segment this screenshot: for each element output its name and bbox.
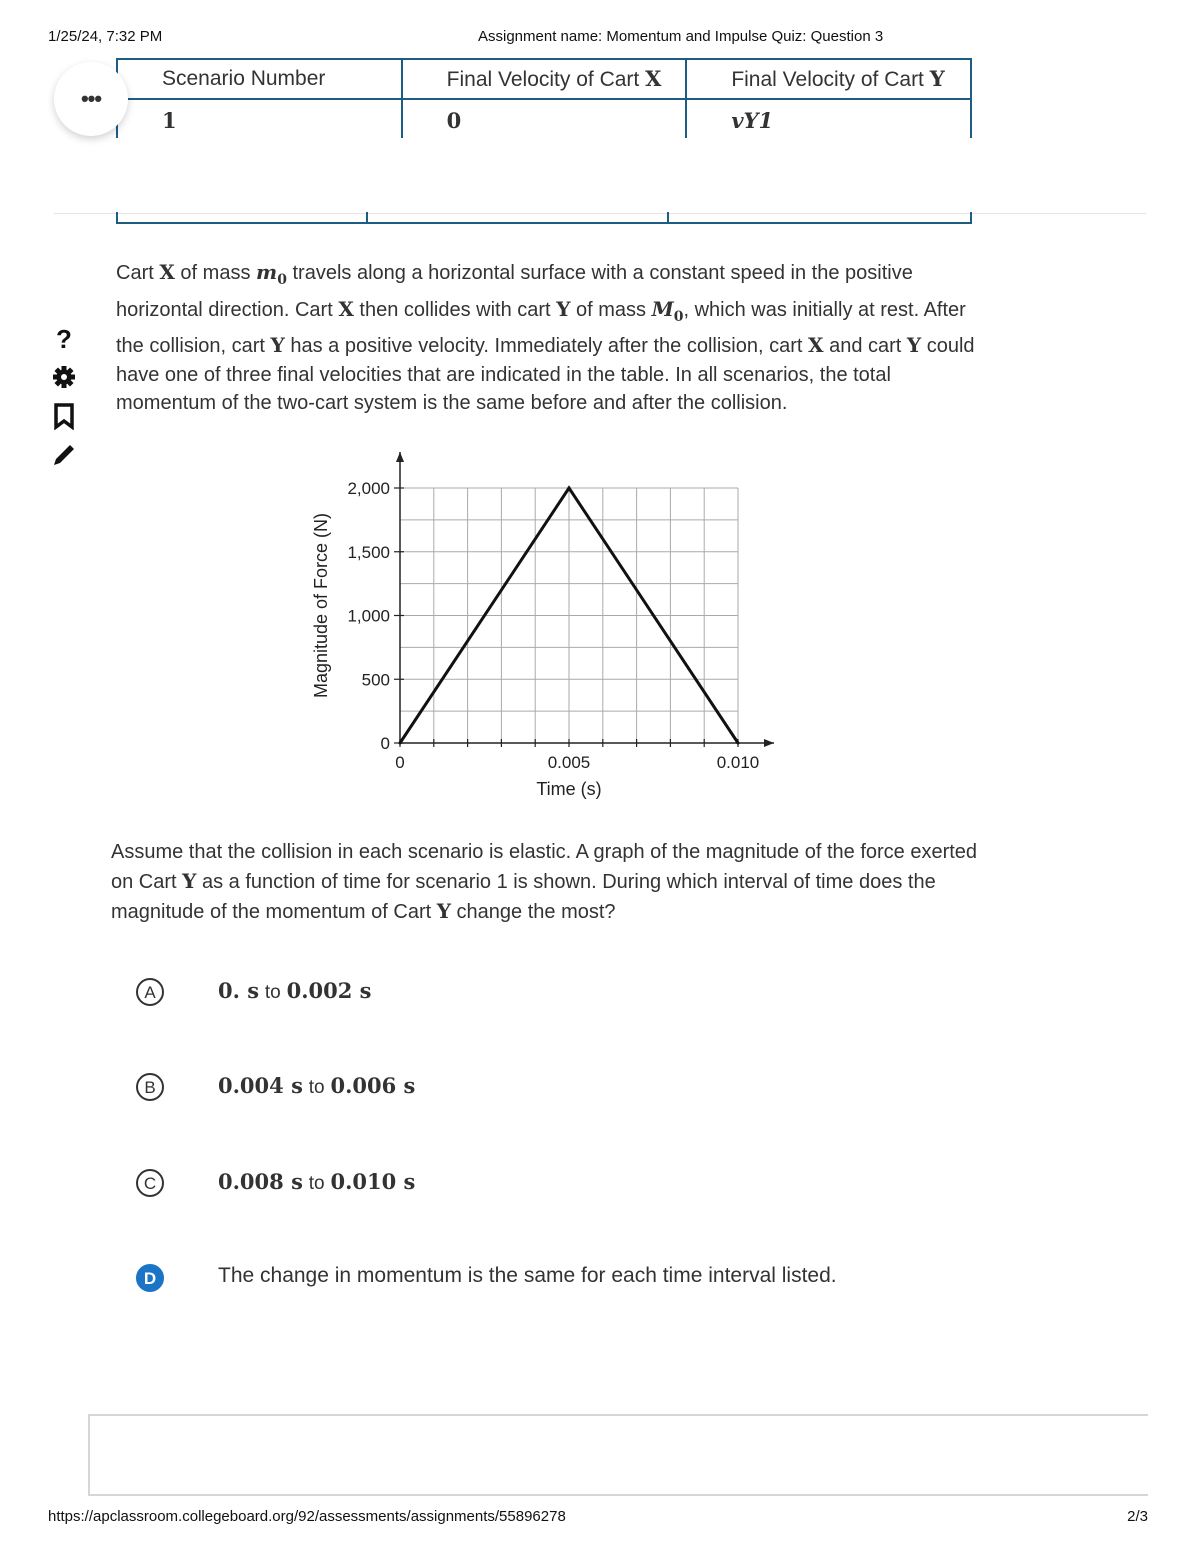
pencil-icon[interactable] xyxy=(48,441,80,469)
svg-text:?: ? xyxy=(56,324,72,352)
question-prompt: Assume that the collision in each scenario is elastic. A graph of the magnitude of the force exerted on Cart Y as a function of time for scenario 1 is shown. During which interval of time does the magnitude of the momentum of Cart Y change the most? xyxy=(111,841,978,923)
y-tick-label: 1,000 xyxy=(347,606,390,626)
table-bottom-edge xyxy=(116,212,972,224)
settings-icon[interactable] xyxy=(48,363,80,391)
header-scenario-number: Scenario Number xyxy=(117,59,402,99)
force-data-point xyxy=(737,742,740,745)
header-final-velocity-y: Final Velocity of Cart Y xyxy=(686,59,971,99)
y-axis-arrow xyxy=(396,452,404,462)
force-data-point xyxy=(568,487,571,490)
x-axis-arrow xyxy=(764,739,774,747)
y-tick-label: 2,000 xyxy=(347,479,390,498)
choice-d-text[interactable]: The change in momentum is the same for each time interval listed. xyxy=(218,1264,837,1287)
print-page-number: 2/3 xyxy=(1127,1508,1148,1525)
x-tick-label: 0.005 xyxy=(547,753,591,772)
print-header xyxy=(0,28,1200,48)
bookmark-icon[interactable] xyxy=(48,402,80,430)
table-row xyxy=(117,99,971,138)
print-footer xyxy=(0,1508,1200,1528)
choice-c-bubble[interactable]: C xyxy=(136,1169,164,1197)
x-tick-label: 0.010 xyxy=(716,753,760,772)
cell-velocity-y: vY1 xyxy=(686,99,971,138)
print-url: https://apclassroom.collegeboard.org/92/assessments/assignments/55896278 xyxy=(48,1508,566,1525)
choice-b-text[interactable]: 0.004 s to 0.006 s xyxy=(218,1073,416,1098)
y-tick-label: 500 xyxy=(361,670,390,690)
cell-velocity-x: 0 xyxy=(402,99,687,138)
force-time-chart xyxy=(300,440,800,810)
y-axis-title: Magnitude of Force (N) xyxy=(311,512,331,699)
y-tick-label: 0 xyxy=(380,734,390,753)
x-tick-label: 0 xyxy=(395,753,405,772)
x-axis-title: Time (s) xyxy=(536,779,602,799)
question-stem: Cart X of mass $m_0$ travels along a horizontal surface with a constant speed in the positive horizontal direction. Cart X then collides with cart Y of mass $M_0$, which was initially at rest. After the collision, cart Y has a positive velocity. Immediately after the collision, cart X and cart Y could have one of three final velocities that are indicated in the table. In all scenarios, the total momentum of the two-cart system is the same before and after the collision. xyxy=(116,260,975,415)
choice-b-bubble[interactable]: B xyxy=(136,1073,164,1101)
header-final-velocity-x: Final Velocity of Cart X xyxy=(402,59,687,99)
choice-a-text[interactable]: 0. s to 0.002 s xyxy=(218,978,372,1003)
print-datetime: 1/25/24, 7:32 PM xyxy=(48,28,163,45)
scenario-table xyxy=(116,58,972,138)
choice-d-bubble-selected[interactable]: D xyxy=(136,1264,164,1292)
response-area[interactable] xyxy=(88,1414,1148,1496)
force-data-point xyxy=(399,742,402,745)
cell-scenario: 1 xyxy=(117,99,402,138)
help-icon[interactable] xyxy=(48,324,80,352)
choice-a-bubble[interactable]: A xyxy=(136,978,164,1006)
print-assignment-title: Assignment name: Momentum and Impulse Quiz: Question 3 xyxy=(478,28,884,45)
more-options-button[interactable]: ••• xyxy=(54,62,128,136)
table-header-row xyxy=(117,59,971,99)
choice-c-text[interactable]: 0.008 s to 0.010 s xyxy=(218,1169,416,1194)
y-tick-label: 1,500 xyxy=(347,542,390,562)
